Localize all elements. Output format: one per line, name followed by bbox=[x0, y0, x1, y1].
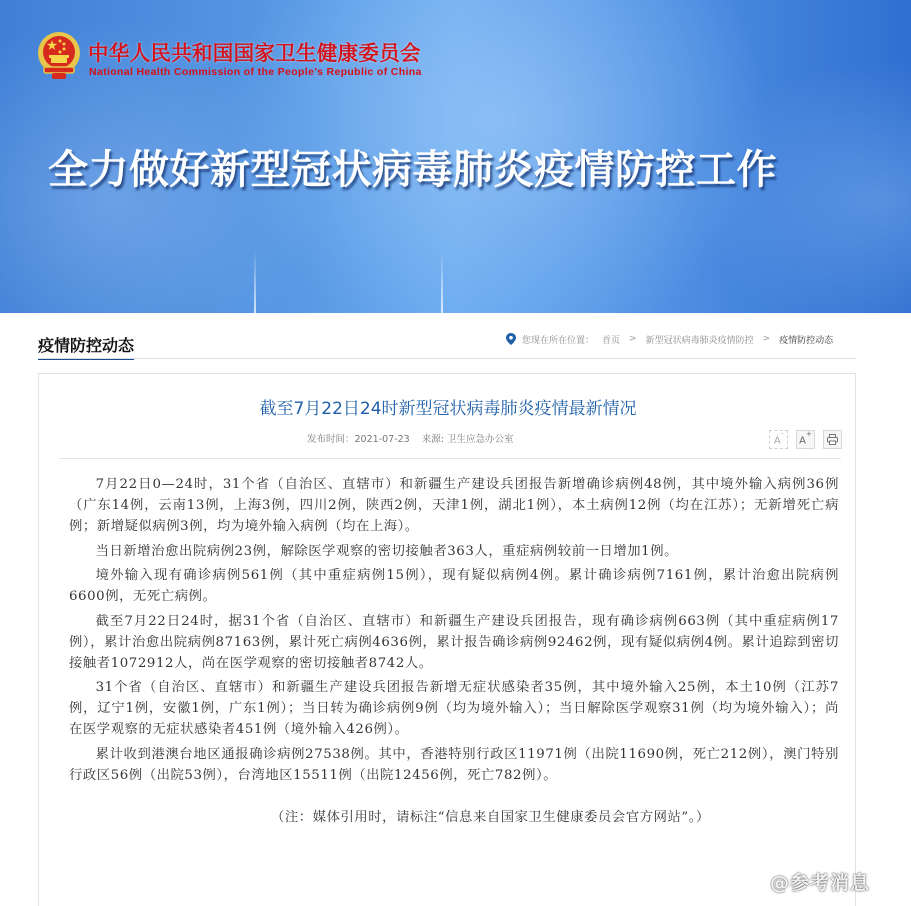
paragraph-imported: 境外输入现有确诊病例561例（其中重症病例15例），现有疑似病例4例。累计确诊病例7161例，累计治愈出院病例6600例，无死亡病例。 bbox=[69, 568, 839, 604]
breadcrumb-covid-prevention[interactable]: 新型冠状病毒肺炎疫情防控 bbox=[645, 335, 754, 346]
article-title: 截至7月22日24时新型冠状病毒肺炎疫情最新情况 bbox=[259, 399, 637, 419]
paragraph-new-cases: 7月22日0—24时，31个省（自治区、直辖市）和新疆生产建设兵团报告新增确诊病例48例，其中境外输入病例36例（广东14例，云南13例，上海3例，四川2例，陕西2例，天津1例，湖北1例），本土病例12例（均在江苏）；无新增死亡病例；新增疑似病例3例，均为境外输入病例（均在上海）。 bbox=[69, 477, 839, 534]
ekg-line-decoration bbox=[441, 250, 443, 313]
article-body bbox=[69, 474, 839, 831]
breadcrumb-prefix: 您现在所在位置： bbox=[522, 335, 595, 346]
published-label: 发布时间： bbox=[307, 434, 355, 445]
citation-note: （注：媒体引用时，请标注“信息来自国家卫生健康委员会官方网站”。） bbox=[271, 809, 710, 825]
article-meta bbox=[307, 431, 513, 445]
source-label: 来源: bbox=[421, 434, 444, 445]
breadcrumb-separator: > bbox=[762, 334, 771, 344]
paragraph-cumulative: 截至7月22日24时，据31个省（自治区、直辖市）和新疆生产建设兵团报告，现有确诊病例663例（其中重症病例17例），累计治愈出院病例87163例，累计死亡病例4636例，累计报告确诊病例92462例，现有疑似病例4例。累计追踪到密切接触者1072912人，尚在医学观察的密切接触者8742人。 bbox=[69, 613, 839, 671]
paragraph-hk-macao-taiwan: 累计收到港澳台地区通报确诊病例27538例。其中，香港特别行政区11971例（出院11690例，死亡212例），澳门特别行政区56例（出院53例），台湾地区15511例（出院12456例，死亡782例）。 bbox=[69, 746, 839, 783]
watermark-text: @参考消息 bbox=[770, 872, 871, 894]
article-panel bbox=[38, 373, 856, 906]
weibo-watermark bbox=[770, 868, 870, 895]
ekg-line-decoration bbox=[254, 250, 256, 313]
print-button[interactable] bbox=[823, 430, 842, 449]
location-pin-icon bbox=[506, 333, 516, 345]
national-emblem-icon[interactable] bbox=[36, 31, 82, 81]
breadcrumb-current: 疫情防控动态 bbox=[779, 335, 834, 346]
article-tools bbox=[769, 430, 842, 449]
published-date: 2021-07-23 bbox=[354, 434, 410, 445]
decrease-font-button[interactable] bbox=[769, 430, 788, 449]
increase-font-button[interactable] bbox=[796, 430, 815, 449]
printer-icon bbox=[827, 434, 838, 445]
section-divider bbox=[38, 358, 856, 359]
paragraph-recoveries: 当日新增治愈出院病例23例，解除医学观察的密切接触者363人，重症病例较前一日增加1例。 bbox=[95, 543, 679, 559]
paragraph-asymptomatic: 31个省（自治区、直辖市）和新疆生产建设兵团报告新增无症状感染者35例，其中境外输入25例，本土10例（江苏7例，辽宁1例，安徽1例，广东1例）；当日转为确诊病例9例（均为境外输入）；当日解除医学观察31例（均为境外输入）；尚在医学观察的无症状感染者451例（境外输入426例）。 bbox=[69, 680, 839, 737]
section-title: 疫情防控动态 bbox=[38, 333, 134, 360]
breadcrumb bbox=[506, 331, 833, 347]
breadcrumb-home[interactable]: 首页 bbox=[602, 335, 621, 346]
font-decrease-icon: A- bbox=[773, 429, 784, 447]
org-name-en[interactable]: National Health Commission of the People’s Republic of China bbox=[89, 66, 422, 78]
banner-title: 全力做好新型冠状病毒肺炎疫情防控工作 bbox=[48, 147, 777, 193]
font-increase-icon: A+ bbox=[799, 429, 812, 447]
header-banner bbox=[0, 0, 911, 313]
source-value: 卫生应急办公室 bbox=[446, 434, 514, 445]
article-divider bbox=[59, 458, 841, 459]
org-name-cn[interactable]: 中华人民共和国国家卫生健康委员会 bbox=[88, 41, 421, 65]
breadcrumb-separator: > bbox=[629, 334, 637, 344]
